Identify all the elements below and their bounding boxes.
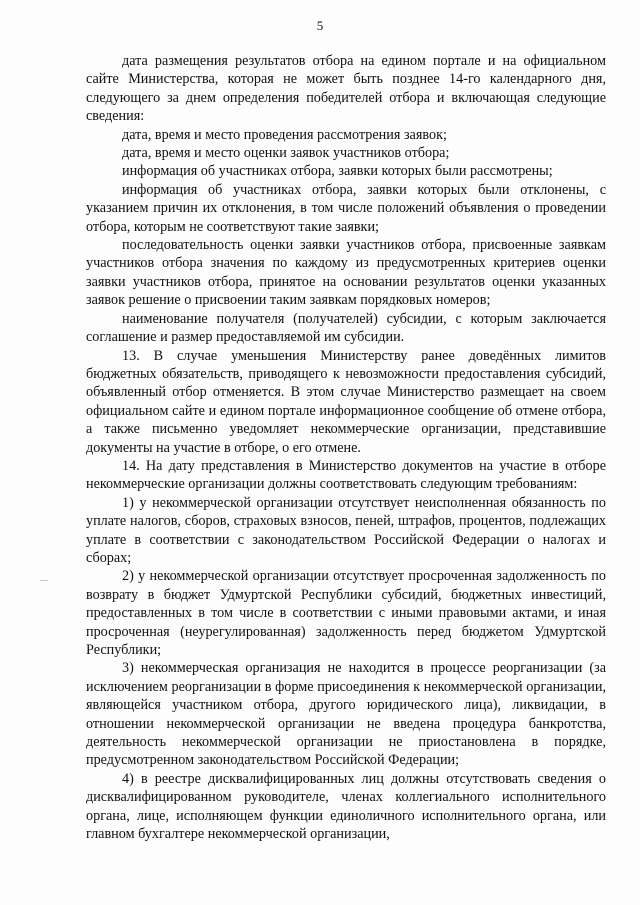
requirement-1-taxes: 1) у некоммерческой организации отсутствует неисполненная обязанность по уплате налогов, сборов, страховых взносов, пеней, штрафов, процентов, подлежащих уплате в соответствии с законодательством Российской Федерации о налогах и сборах; bbox=[86, 494, 606, 566]
paragraph-13-cancellation: 13. В случае уменьшения Министерству ранее доведённых лимитов бюджетных обязательств, приводящего к невозможности предоставления субсидий, объявленный отбор отменяется. В этом случае Министерство размещает на своем официальном сайте и едином портале информационное сообщение об отмене отбора, а также письменно уведомляет некоммерческие организации, представившие документы на участие в отборе, о его отмене. bbox=[86, 347, 606, 456]
list-item-recipient-name: наименование получателя (получателей) субсидии, с которым заключается соглашение и размер предоставляемой им субсидии. bbox=[86, 310, 606, 346]
paragraph-14-requirements: 14. На дату представления в Министерство документов на участие в отборе некоммерческие организации должны соответствовать следующим требованиям: bbox=[86, 457, 606, 493]
list-item-evaluation-sequence: последовательность оценки заявки участников отбора, присвоенные заявкам участников отбора значения по каждому из предусмотренных критериев оценки заявки участников отбора, принятое на основании результатов оценки указанных заявок решение о присвоении таким заявкам порядковых номеров; bbox=[86, 237, 606, 309]
margin-mark bbox=[40, 580, 48, 581]
paragraph-publication-results: дата размещения результатов отбора на едином портале и на официальном сайте Министерства, которая не может быть позднее 14-го календарного дня, следующего за днем определения победителей отбора и включающая следующие сведения: bbox=[86, 53, 606, 125]
requirement-3-reorganization: 3) некоммерческая организация не находится в процессе реорганизации (за исключением реорганизации в форме присоединения к некоммерческой организации, являющейся участником отбора, другого юридического лица), ликвидации, в отношении некоммерческой организации не введена процедура банкротства, деятельность некоммерческой организации не приостановлена в порядке, предусмотренном законодательством Российской Федерации; bbox=[86, 660, 606, 769]
requirement-4-disqualified-persons: 4) в реестре дисквалифицированных лиц должны отсутствовать сведения о дисквалифицированном руководителе, членах коллегиального исполнительного органа, лице, исполняющем функции единоличного исполнительного органа, или главном бухгалтере некоммерческой организации, bbox=[86, 770, 606, 843]
list-item-reviewed-participants: информация об участниках отбора, заявки которых были рассмотрены; bbox=[122, 163, 553, 180]
list-item-evaluation-date: дата, время и место оценки заявок участников отбора; bbox=[122, 145, 450, 162]
document-body bbox=[86, 52, 606, 843]
list-item-rejected-participants: информация об участниках отбора, заявки которых были отклонены, с указанием причин их отклонения, в том числе положений объявления о проведении отбора, которым не соответствуют такие заявки; bbox=[86, 181, 606, 235]
requirement-2-debts: 2) у некоммерческой организации отсутствует просроченная задолженность по возврату в бюджет Удмуртской Республики субсидий, бюджетных инвестиций, предоставленных в том числе в соответствии с иными правовыми актами, и иная просроченная (неурегулированная) задолженность перед бюджетом Удмуртской Республики; bbox=[86, 568, 606, 658]
list-item-review-date: дата, время и место проведения рассмотрения заявок; bbox=[122, 126, 447, 143]
page-number: 5 bbox=[316, 18, 324, 33]
